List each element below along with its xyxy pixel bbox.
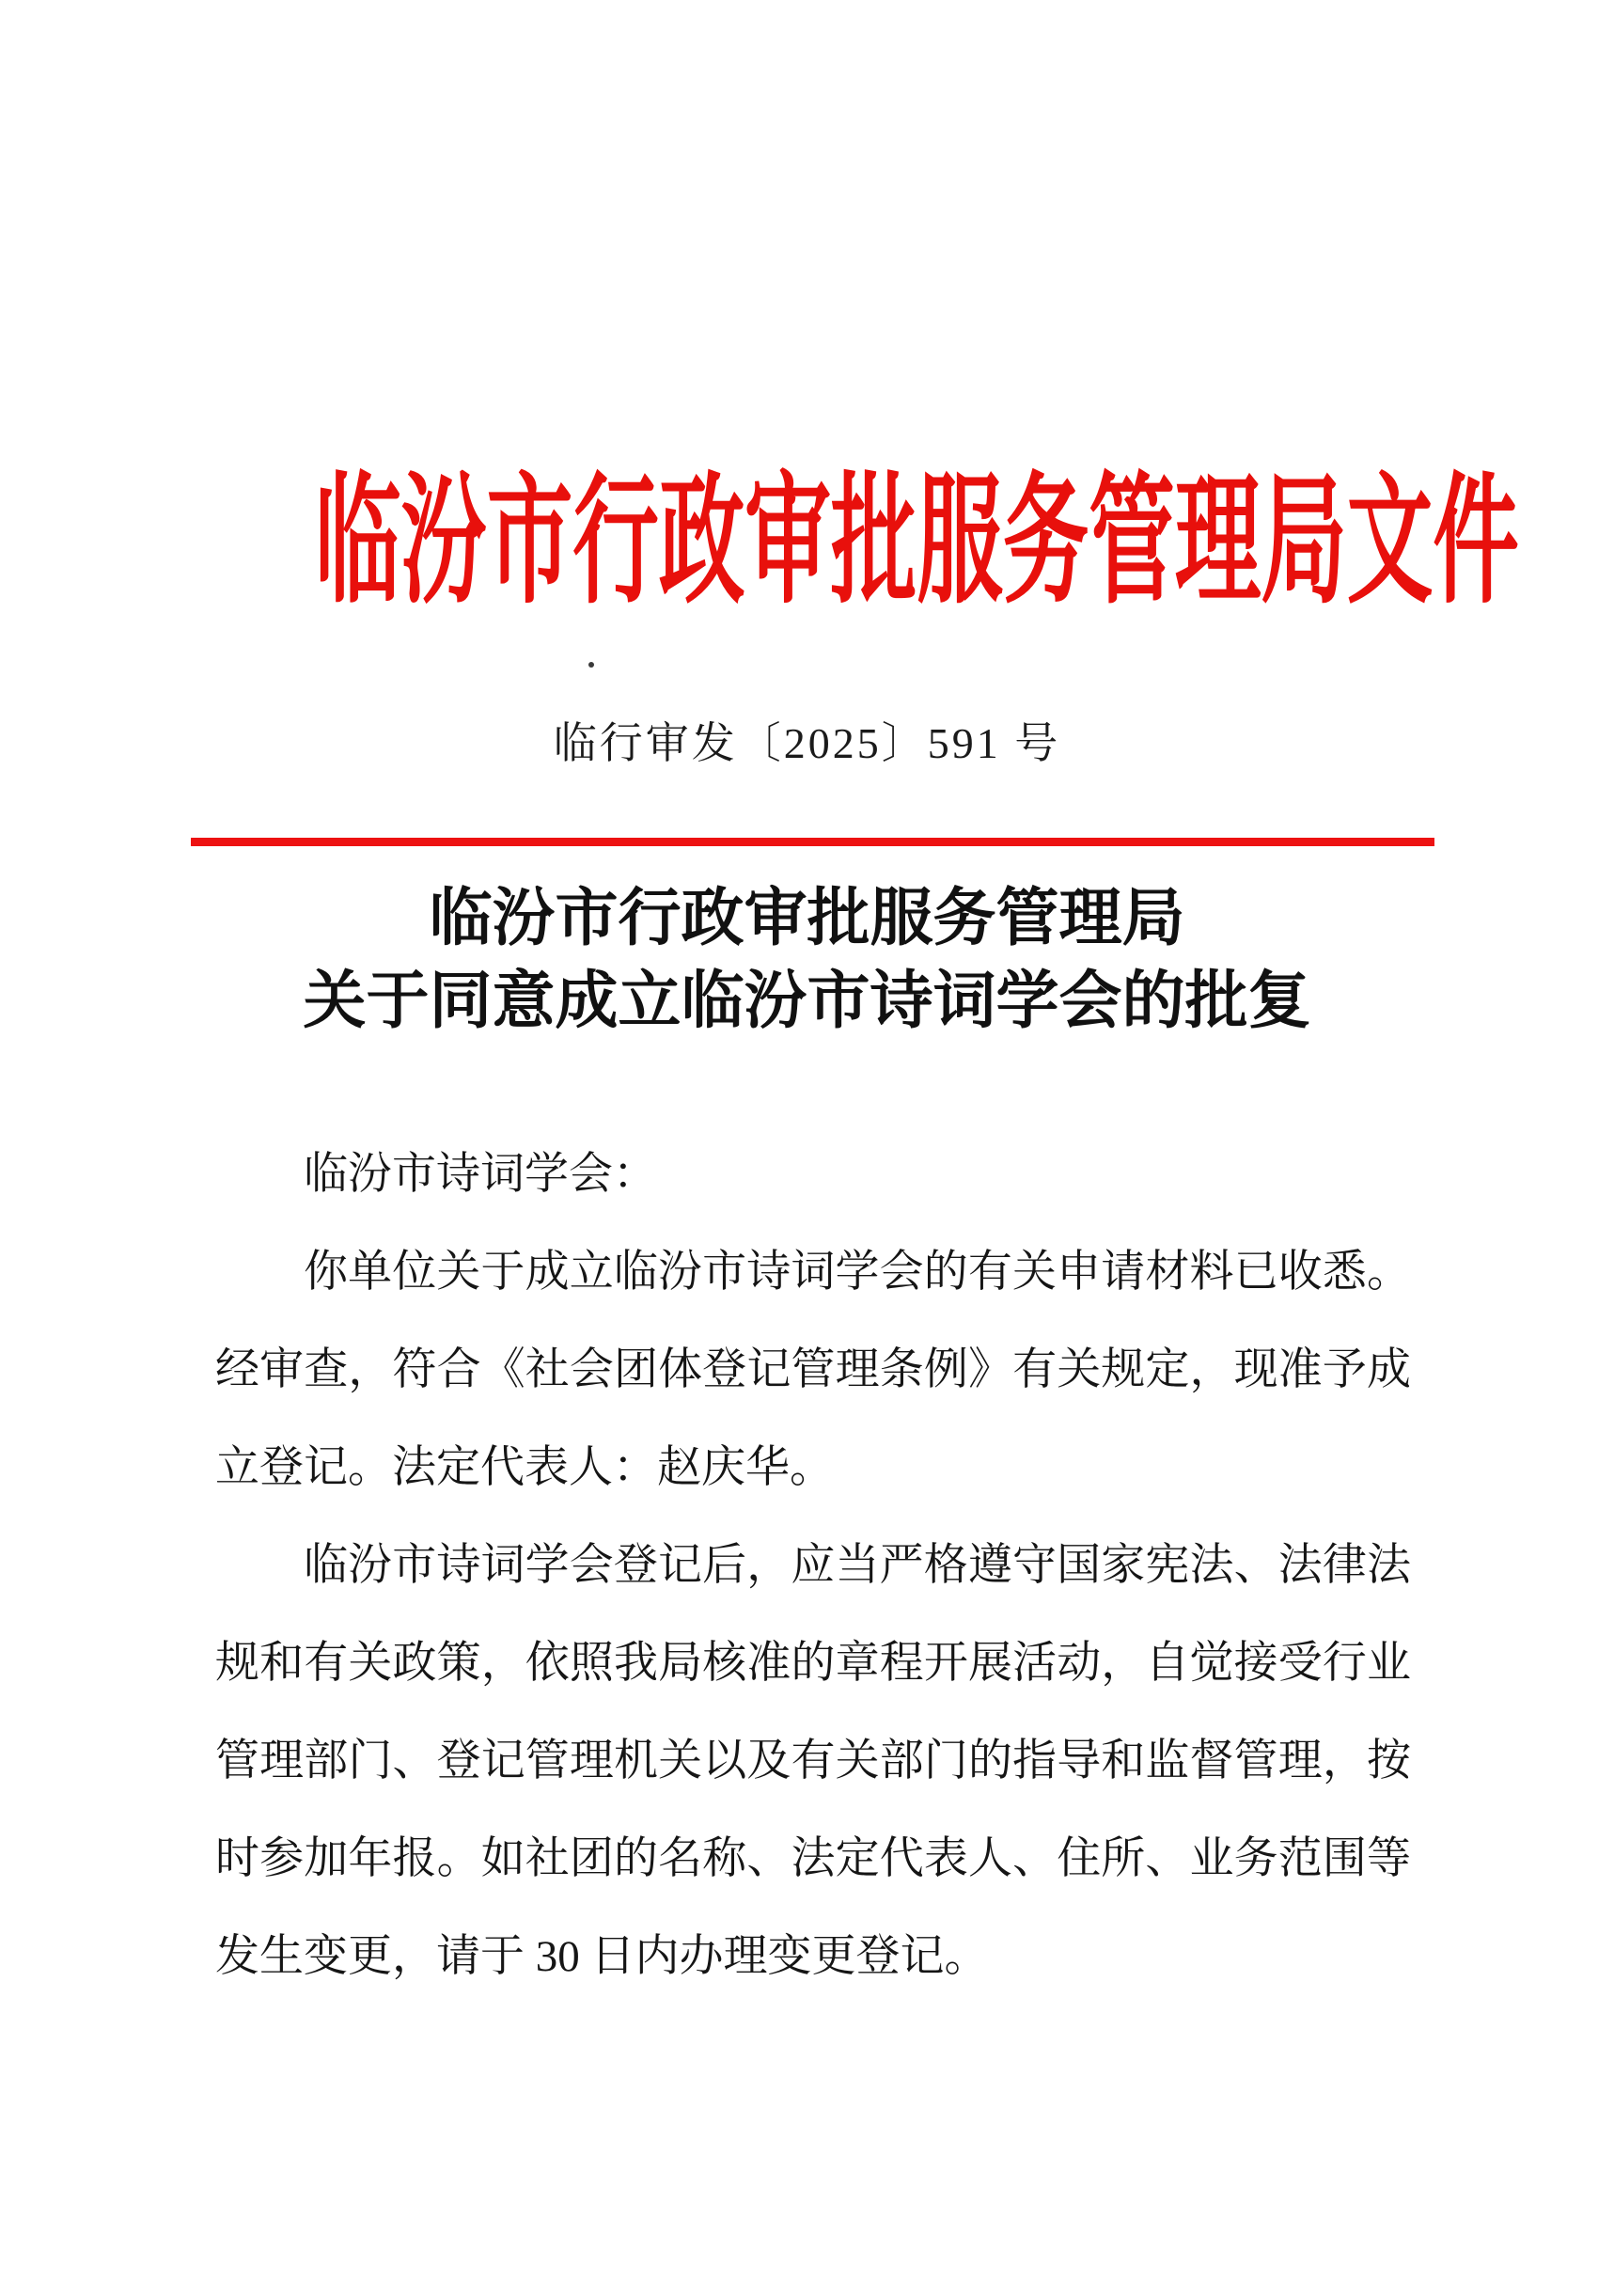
document-title-line2: 关于同意成立临汾市诗词学会的批复	[303, 967, 1311, 1036]
red-divider-line	[191, 838, 1434, 846]
agency-masthead-title: 临汾市行政审批服务管理局文件	[314, 464, 1519, 621]
document-reference-number: 临行审发〔2025〕591 号	[553, 719, 1061, 767]
ink-speck	[588, 662, 594, 668]
body-paragraph-2: 临汾市诗词学会登记后，应当严格遵守国家宪法、法律法规和有关政策，依照我局核准的章程开展活动，自觉接受行业管理部门、登记管理机关以及有关部门的指导和监督管理，按时参加年报。如社团的名称、法定代表人、住所、业务范围等发生变更，请于 30 日内办理变更登记。	[215, 1541, 1411, 1981]
document-title-line1: 临汾市行政审批服务管理局	[429, 884, 1185, 953]
document-body	[215, 1125, 1411, 2005]
document-title	[0, 877, 1614, 1043]
body-paragraph-1: 你单位关于成立临汾市诗词学会的有关申请材料已收悉。经审查，符合《社会团体登记管理条例》有关规定，现准予成立登记。法定代表人：赵庆华。	[215, 1248, 1411, 1492]
salutation: 临汾市诗词学会：	[304, 1150, 657, 1199]
